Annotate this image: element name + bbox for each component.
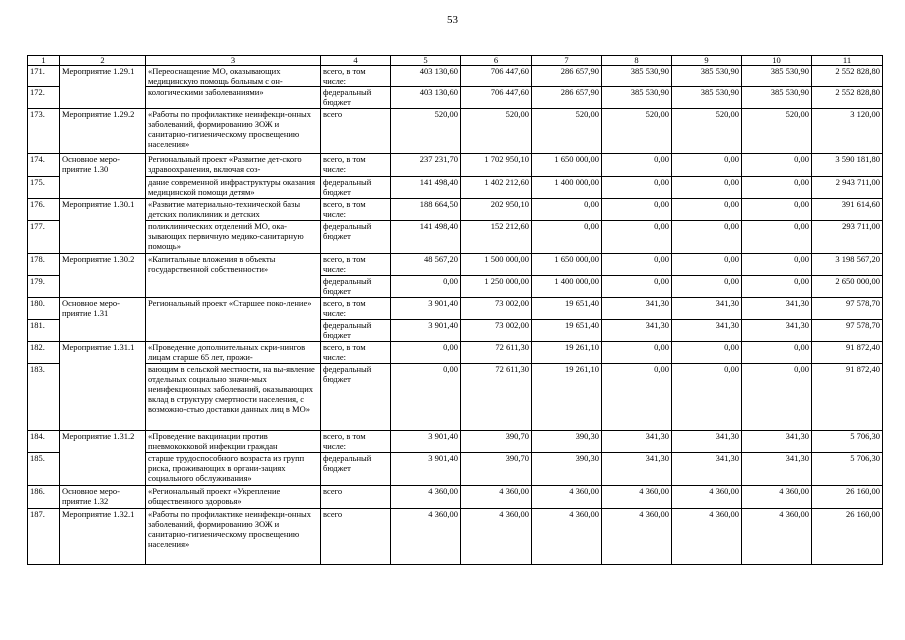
value-cell: 0,00 (742, 254, 812, 276)
value-cell: 0,00 (602, 276, 672, 298)
value-cell: 0,00 (672, 276, 742, 298)
total-cell: 91 872,40 (812, 342, 883, 364)
value-cell: 0,00 (742, 177, 812, 199)
value-cell: 385 530,90 (672, 66, 742, 87)
row-index: 182. (28, 342, 60, 364)
funding-source: всего, в том числе: (321, 199, 391, 221)
value-cell: 341,30 (672, 298, 742, 320)
table-row (28, 154, 883, 177)
row-index: 177. (28, 221, 60, 254)
table-row (28, 254, 883, 276)
value-cell: 19 651,40 (532, 298, 602, 320)
row-index: 175. (28, 177, 60, 199)
funding-source: всего, в том числе: (321, 298, 391, 320)
total-cell: 5 706,30 (812, 431, 883, 453)
row-index: 179. (28, 276, 60, 298)
value-cell: 141 498,40 (391, 221, 461, 254)
measure-name: Мероприятие 1.31.1 (60, 342, 146, 431)
measure-name: Мероприятие 1.31.2 (60, 431, 146, 486)
measure-description: кологическими заболеваниями» (146, 87, 321, 109)
value-cell: 390,70 (461, 453, 532, 486)
value-cell: 152 212,60 (461, 221, 532, 254)
measure-description: «Развитие материально-технической базы детских поликлиник и детских (146, 199, 321, 221)
total-cell: 3 120,00 (812, 109, 883, 154)
measure-name: Мероприятие 1.29.2 (60, 109, 146, 154)
measure-description: «Проведение дополнительных скри-нингов лицам старше 65 лет, прожи- (146, 342, 321, 364)
value-cell: 202 950,10 (461, 199, 532, 221)
column-header: 9 (672, 56, 742, 66)
value-cell: 1 400 000,00 (532, 177, 602, 199)
table-row (28, 298, 883, 320)
measure-description: Региональный проект «Развитие дет-ского здравоохранения, включая соз- (146, 154, 321, 177)
column-header: 2 (60, 56, 146, 66)
value-cell: 0,00 (391, 276, 461, 298)
page-number: 53 (447, 14, 458, 26)
value-cell: 520,00 (602, 109, 672, 154)
measure-name: Мероприятие 1.29.1 (60, 66, 146, 109)
column-header: 6 (461, 56, 532, 66)
value-cell: 3 901,40 (391, 453, 461, 486)
value-cell: 4 360,00 (461, 509, 532, 565)
value-cell: 520,00 (461, 109, 532, 154)
value-cell: 73 002,00 (461, 320, 532, 342)
value-cell: 0,00 (602, 199, 672, 221)
value-cell: 341,30 (602, 431, 672, 453)
value-cell: 0,00 (672, 199, 742, 221)
value-cell: 141 498,40 (391, 177, 461, 199)
row-index: 184. (28, 431, 60, 453)
funding-source: всего, в том числе: (321, 254, 391, 276)
value-cell: 341,30 (672, 320, 742, 342)
value-cell: 341,30 (602, 298, 672, 320)
row-index: 186. (28, 486, 60, 509)
column-header: 7 (532, 56, 602, 66)
row-index: 171. (28, 66, 60, 87)
value-cell: 341,30 (672, 431, 742, 453)
table-row (28, 453, 883, 486)
value-cell: 48 567,20 (391, 254, 461, 276)
value-cell: 385 530,90 (672, 87, 742, 109)
funding-source: федеральный бюджет (321, 87, 391, 109)
value-cell: 72 611,30 (461, 364, 532, 431)
header-row (28, 56, 883, 66)
value-cell: 0,00 (742, 342, 812, 364)
row-index: 187. (28, 509, 60, 565)
value-cell: 0,00 (602, 342, 672, 364)
funding-source: всего (321, 109, 391, 154)
total-cell: 26 160,00 (812, 486, 883, 509)
value-cell: 4 360,00 (461, 486, 532, 509)
total-cell: 3 198 567,20 (812, 254, 883, 276)
total-cell: 2 552 828,80 (812, 87, 883, 109)
value-cell: 4 360,00 (532, 486, 602, 509)
measure-description: «Региональный проект «Укрепление общественного здоровья» (146, 486, 321, 509)
value-cell: 0,00 (742, 154, 812, 177)
value-cell: 385 530,90 (602, 66, 672, 87)
value-cell: 520,00 (532, 109, 602, 154)
funding-source: всего, в том числе: (321, 342, 391, 364)
value-cell: 4 360,00 (602, 509, 672, 565)
row-index: 180. (28, 298, 60, 320)
value-cell: 4 360,00 (742, 486, 812, 509)
total-cell: 97 578,70 (812, 298, 883, 320)
table-row (28, 509, 883, 565)
measure-name: Основное меро-приятие 1.30 (60, 154, 146, 199)
value-cell: 0,00 (672, 254, 742, 276)
column-header: 5 (391, 56, 461, 66)
value-cell: 1 702 950,10 (461, 154, 532, 177)
value-cell: 341,30 (742, 320, 812, 342)
value-cell: 4 360,00 (672, 509, 742, 565)
value-cell: 3 901,40 (391, 320, 461, 342)
measure-description: Региональный проект «Старшее поко-ление» (146, 298, 321, 342)
measure-name: Мероприятие 1.30.1 (60, 199, 146, 254)
value-cell: 0,00 (742, 221, 812, 254)
measure-name: Основное меро-приятие 1.31 (60, 298, 146, 342)
funding-source: федеральный бюджет (321, 364, 391, 431)
table-row (28, 221, 883, 254)
total-cell: 293 711,00 (812, 221, 883, 254)
measure-name: Мероприятие 1.30.2 (60, 254, 146, 298)
value-cell: 0,00 (532, 221, 602, 254)
value-cell: 1 650 000,00 (532, 254, 602, 276)
value-cell: 1 650 000,00 (532, 154, 602, 177)
value-cell: 73 002,00 (461, 298, 532, 320)
total-cell: 2 650 000,00 (812, 276, 883, 298)
column-header: 10 (742, 56, 812, 66)
value-cell: 4 360,00 (391, 486, 461, 509)
value-cell: 4 360,00 (602, 486, 672, 509)
table-row (28, 364, 883, 431)
row-index: 181. (28, 320, 60, 342)
value-cell: 0,00 (742, 364, 812, 431)
value-cell: 19 651,40 (532, 320, 602, 342)
value-cell: 19 261,10 (532, 364, 602, 431)
funding-source: федеральный бюджет (321, 320, 391, 342)
value-cell: 0,00 (672, 177, 742, 199)
value-cell: 19 261,10 (532, 342, 602, 364)
measure-description: вающим в сельской местности, на вы-явление отдельных социально значи-мых неинфекционных заболеваний, оказывающих вклад в структуру смертности населения, с возможно-стью доставки данных лиц в МО» (146, 364, 321, 431)
value-cell: 72 611,30 (461, 342, 532, 364)
value-cell: 0,00 (672, 221, 742, 254)
measure-description: «Работы по профилактике неинфекци-онных заболеваний, формированию ЗОЖ и санитарно-гигиеническому просвещению населения» (146, 509, 321, 565)
row-index: 173. (28, 109, 60, 154)
funding-source: федеральный бюджет (321, 276, 391, 298)
row-index: 183. (28, 364, 60, 431)
total-cell: 2 552 828,80 (812, 66, 883, 87)
total-cell: 91 872,40 (812, 364, 883, 431)
value-cell: 390,30 (532, 453, 602, 486)
value-cell: 520,00 (391, 109, 461, 154)
funding-source: всего (321, 486, 391, 509)
column-header: 11 (812, 56, 883, 66)
funding-source: всего, в том числе: (321, 431, 391, 453)
value-cell: 0,00 (602, 177, 672, 199)
value-cell: 237 231,70 (391, 154, 461, 177)
funding-source: федеральный бюджет (321, 177, 391, 199)
budget-table (27, 55, 883, 565)
value-cell: 341,30 (742, 298, 812, 320)
value-cell: 3 901,40 (391, 298, 461, 320)
value-cell: 341,30 (742, 453, 812, 486)
value-cell: 1 400 000,00 (532, 276, 602, 298)
total-cell: 26 160,00 (812, 509, 883, 565)
value-cell: 0,00 (602, 221, 672, 254)
value-cell: 4 360,00 (742, 509, 812, 565)
total-cell: 2 943 711,00 (812, 177, 883, 199)
value-cell: 341,30 (602, 453, 672, 486)
value-cell: 403 130,60 (391, 87, 461, 109)
value-cell: 390,70 (461, 431, 532, 453)
value-cell: 0,00 (602, 254, 672, 276)
table-row (28, 431, 883, 453)
value-cell: 0,00 (742, 199, 812, 221)
total-cell: 391 614,60 (812, 199, 883, 221)
value-cell: 403 130,60 (391, 66, 461, 87)
value-cell: 4 360,00 (532, 509, 602, 565)
column-header: 1 (28, 56, 60, 66)
row-index: 185. (28, 453, 60, 486)
measure-description: поликлинических отделений МО, ока-зывающих первичную медико-санитарную помощь» (146, 221, 321, 254)
measure-description: «Капитальные вложения в объекты государственной собственности» (146, 254, 321, 298)
measure-description: «Переоснащение МО, оказывающих медицинскую помощь больным с он- (146, 66, 321, 87)
total-cell: 97 578,70 (812, 320, 883, 342)
value-cell: 0,00 (532, 199, 602, 221)
table-row (28, 87, 883, 109)
value-cell: 0,00 (602, 364, 672, 431)
value-cell: 0,00 (391, 364, 461, 431)
value-cell: 286 657,90 (532, 66, 602, 87)
row-index: 178. (28, 254, 60, 276)
row-index: 176. (28, 199, 60, 221)
value-cell: 706 447,60 (461, 87, 532, 109)
table-row (28, 177, 883, 199)
value-cell: 341,30 (742, 431, 812, 453)
value-cell: 341,30 (672, 453, 742, 486)
column-header: 8 (602, 56, 672, 66)
measure-description: старше трудоспособного возраста из групп риска, проживающих в органи-зациях социального обслуживания» (146, 453, 321, 486)
funding-source: федеральный бюджет (321, 453, 391, 486)
value-cell: 520,00 (672, 109, 742, 154)
funding-source: всего, в том числе: (321, 66, 391, 87)
value-cell: 4 360,00 (391, 509, 461, 565)
value-cell: 0,00 (742, 276, 812, 298)
measure-description: «Работы по профилактике неинфекци-онных заболеваний, формированию ЗОЖ и санитарно-гигиеническому просвещению населения» (146, 109, 321, 154)
value-cell: 341,30 (602, 320, 672, 342)
value-cell: 385 530,90 (742, 66, 812, 87)
column-header: 3 (146, 56, 321, 66)
measure-name: Мероприятие 1.32.1 (60, 509, 146, 565)
value-cell: 0,00 (391, 342, 461, 364)
total-cell: 5 706,30 (812, 453, 883, 486)
funding-source: федеральный бюджет (321, 221, 391, 254)
value-cell: 1 402 212,60 (461, 177, 532, 199)
table-row (28, 109, 883, 154)
funding-source: всего, в том числе: (321, 154, 391, 177)
row-index: 172. (28, 87, 60, 109)
measure-description: дание современной инфраструктуры оказания медицинской помощи детям» (146, 177, 321, 199)
funding-source: всего (321, 509, 391, 565)
value-cell: 390,30 (532, 431, 602, 453)
table-row (28, 486, 883, 509)
value-cell: 1 250 000,00 (461, 276, 532, 298)
measure-name: Основное меро-приятие 1.32 (60, 486, 146, 509)
value-cell: 286 657,90 (532, 87, 602, 109)
value-cell: 1 500 000,00 (461, 254, 532, 276)
table-row (28, 66, 883, 87)
value-cell: 706 447,60 (461, 66, 532, 87)
column-header: 4 (321, 56, 391, 66)
row-index: 174. (28, 154, 60, 177)
table-row (28, 199, 883, 221)
value-cell: 188 664,50 (391, 199, 461, 221)
value-cell: 520,00 (742, 109, 812, 154)
value-cell: 0,00 (672, 154, 742, 177)
value-cell: 4 360,00 (672, 486, 742, 509)
value-cell: 3 901,40 (391, 431, 461, 453)
total-cell: 3 590 181,80 (812, 154, 883, 177)
value-cell: 385 530,90 (742, 87, 812, 109)
value-cell: 385 530,90 (602, 87, 672, 109)
value-cell: 0,00 (602, 154, 672, 177)
measure-description: «Проведение вакцинации против пневмококковой инфекции граждан (146, 431, 321, 453)
value-cell: 0,00 (672, 342, 742, 364)
value-cell: 0,00 (672, 364, 742, 431)
table-row (28, 342, 883, 364)
